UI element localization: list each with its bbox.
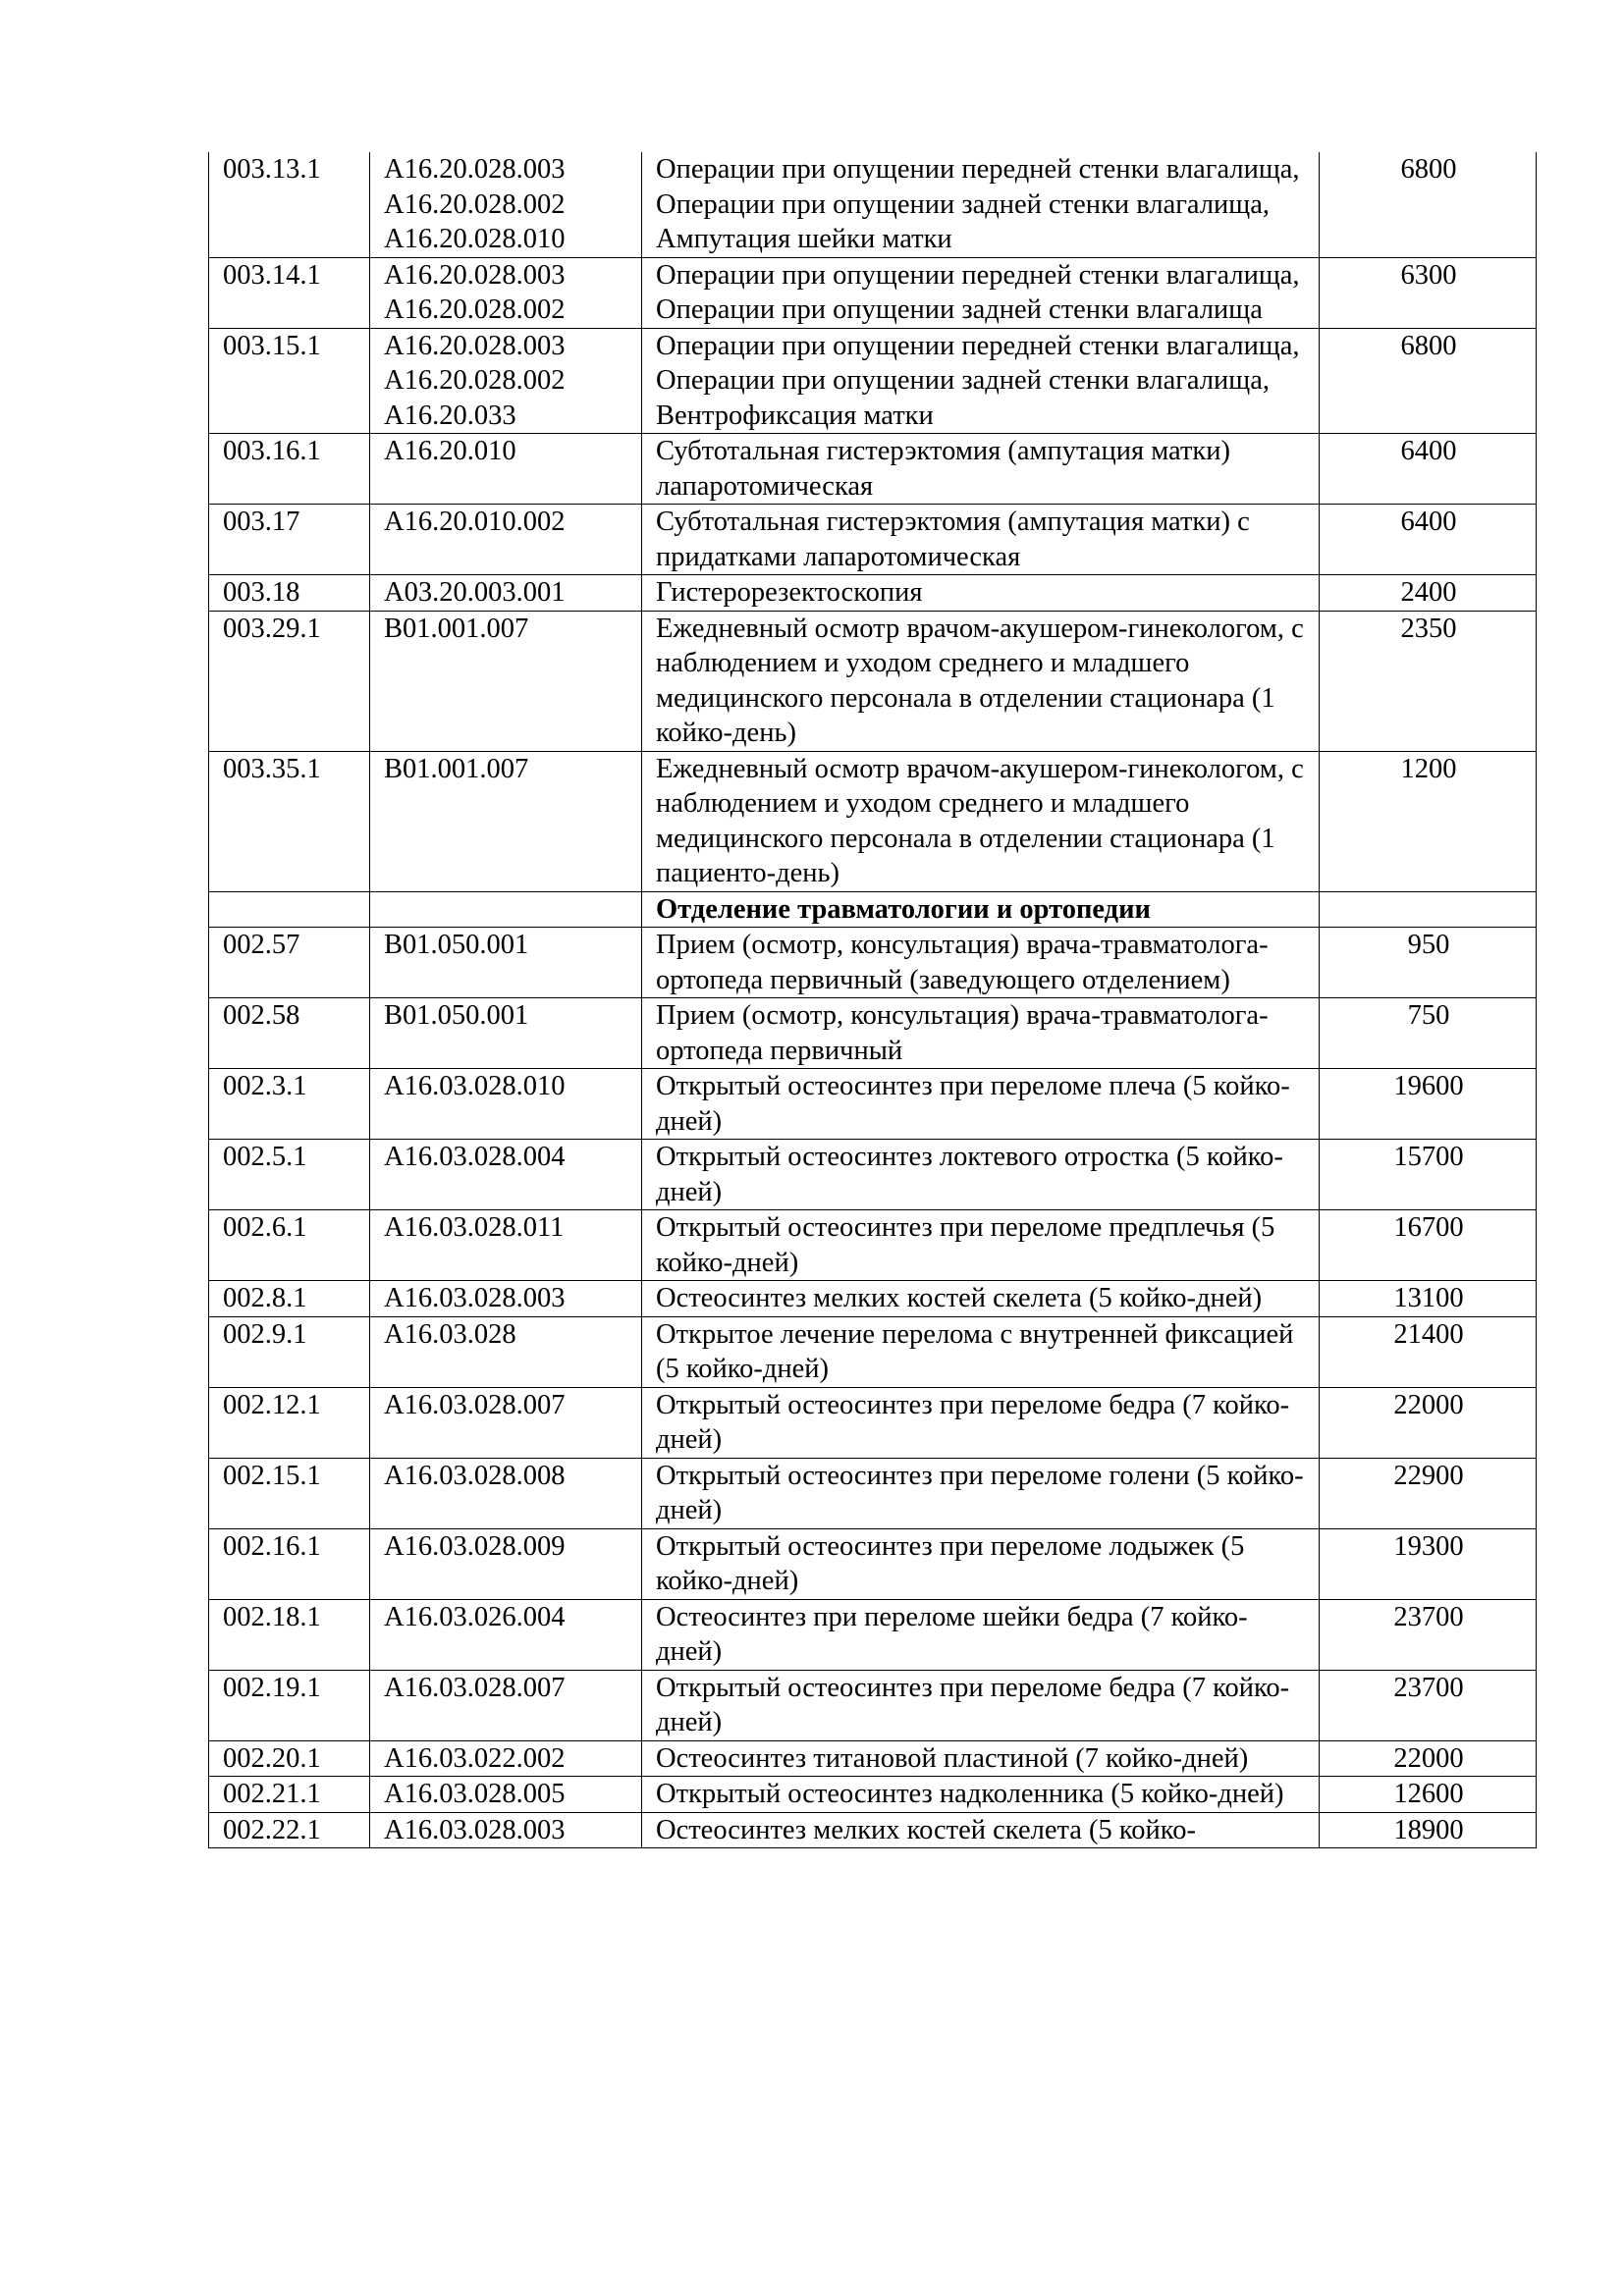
service-name-cell: Открытый остеосинтез надколенника (5 койко-дней) xyxy=(642,1777,1320,1813)
table-row xyxy=(209,575,1537,612)
service-name-cell: Остеосинтез при переломе шейки бедра (7 койко-дней) xyxy=(642,1599,1320,1670)
service-nomenclature-cell: А16.20.028.003 А16.20.028.002 А16.20.028.010 xyxy=(370,152,642,257)
service-name-cell: Открытый остеосинтез при переломе предплечья (5 койко-дней) xyxy=(642,1210,1320,1281)
service-code-cell: 002.22.1 xyxy=(209,1812,370,1848)
price-cell: 18900 xyxy=(1320,1812,1537,1848)
price-cell: 13100 xyxy=(1320,1281,1537,1317)
service-code-cell xyxy=(209,891,370,928)
service-code-cell: 002.18.1 xyxy=(209,1599,370,1670)
service-name-cell: Субтотальная гистерэктомия (ампутация матки) с придатками лапаротомическая xyxy=(642,505,1320,575)
service-nomenclature-cell xyxy=(370,891,642,928)
price-cell: 22000 xyxy=(1320,1740,1537,1777)
service-code-cell: 002.12.1 xyxy=(209,1387,370,1458)
service-name-cell: Открытое лечение перелома с внутренней фиксацией (5 койко-дней) xyxy=(642,1316,1320,1387)
service-nomenclature-cell: А16.03.028.003 xyxy=(370,1281,642,1317)
table-row xyxy=(209,1140,1537,1210)
service-name-cell: Операции при опущении передней стенки влагалища, Операции при опущении задней стенки влагалища, Ампутация шейки матки xyxy=(642,152,1320,257)
service-code-cell: 002.9.1 xyxy=(209,1316,370,1387)
service-code-cell: 003.29.1 xyxy=(209,611,370,751)
table-row xyxy=(209,152,1537,257)
service-nomenclature-cell: А16.03.028.004 xyxy=(370,1140,642,1210)
price-cell: 19600 xyxy=(1320,1069,1537,1140)
service-name-cell: Открытый остеосинтез локтевого отростка (5 койко-дней) xyxy=(642,1140,1320,1210)
table-row xyxy=(209,1387,1537,1458)
service-name-cell: Субтотальная гистерэктомия (ампутация матки) лапаротомическая xyxy=(642,434,1320,505)
service-code-cell: 003.16.1 xyxy=(209,434,370,505)
table-row xyxy=(209,998,1537,1069)
price-cell: 21400 xyxy=(1320,1316,1537,1387)
service-nomenclature-cell: А16.03.028.007 xyxy=(370,1670,642,1740)
price-cell xyxy=(1320,891,1537,928)
table-row xyxy=(209,1740,1537,1777)
service-code-cell: 002.16.1 xyxy=(209,1528,370,1599)
service-nomenclature-cell: А16.03.028.010 xyxy=(370,1069,642,1140)
service-nomenclature-cell: А16.03.028.005 xyxy=(370,1777,642,1813)
table-row xyxy=(209,1069,1537,1140)
service-nomenclature-cell: А16.20.010.002 xyxy=(370,505,642,575)
service-nomenclature-cell: В01.050.001 xyxy=(370,928,642,998)
service-name-cell: Операции при опущении передней стенки влагалища, Операции при опущении задней стенки влагалища xyxy=(642,257,1320,328)
service-nomenclature-cell: А16.20.010 xyxy=(370,434,642,505)
service-name-cell: Остеосинтез титановой пластиной (7 койко-дней) xyxy=(642,1740,1320,1777)
service-name-cell: Ежедневный осмотр врачом-акушером-гинекологом, с наблюдением и уходом среднего и младшего медицинского персонала в отделении стационара (1 пациенто-день) xyxy=(642,751,1320,891)
table-row xyxy=(209,611,1537,751)
service-code-cell: 002.8.1 xyxy=(209,1281,370,1317)
section-header-row xyxy=(209,891,1537,928)
table-row xyxy=(209,505,1537,575)
service-nomenclature-cell: А16.03.028.009 xyxy=(370,1528,642,1599)
table-row xyxy=(209,1528,1537,1599)
service-name-cell: Остеосинтез мелких костей скелета (5 койко-дней) xyxy=(642,1281,1320,1317)
service-code-cell: 002.58 xyxy=(209,998,370,1069)
price-cell: 6400 xyxy=(1320,434,1537,505)
service-name-cell: Гистерорезектоскопия xyxy=(642,575,1320,612)
service-nomenclature-cell: В01.050.001 xyxy=(370,998,642,1069)
service-code-cell: 003.35.1 xyxy=(209,751,370,891)
service-code-cell: 002.57 xyxy=(209,928,370,998)
service-code-cell: 003.15.1 xyxy=(209,328,370,434)
service-nomenclature-cell: А16.03.028.003 xyxy=(370,1812,642,1848)
price-cell: 1200 xyxy=(1320,751,1537,891)
service-nomenclature-cell: А16.03.028.007 xyxy=(370,1387,642,1458)
service-code-cell: 002.19.1 xyxy=(209,1670,370,1740)
price-cell: 19300 xyxy=(1320,1528,1537,1599)
table-row xyxy=(209,1458,1537,1528)
price-cell: 6800 xyxy=(1320,152,1537,257)
service-nomenclature-cell: А16.03.026.004 xyxy=(370,1599,642,1670)
price-cell: 22000 xyxy=(1320,1387,1537,1458)
service-code-cell: 002.3.1 xyxy=(209,1069,370,1140)
service-name-cell: Ежедневный осмотр врачом-акушером-гинекологом, с наблюдением и уходом среднего и младшего медицинского персонала в отделении стационара (1 койко-день) xyxy=(642,611,1320,751)
service-nomenclature-cell: А16.03.022.002 xyxy=(370,1740,642,1777)
service-name-cell: Открытый остеосинтез при переломе бедра (7 койко-дней) xyxy=(642,1670,1320,1740)
service-nomenclature-cell: В01.001.007 xyxy=(370,611,642,751)
table-row xyxy=(209,1670,1537,1740)
document-page xyxy=(208,152,1536,1848)
service-nomenclature-cell: А16.03.028.008 xyxy=(370,1458,642,1528)
service-code-cell: 003.18 xyxy=(209,575,370,612)
price-cell: 23700 xyxy=(1320,1670,1537,1740)
service-code-cell: 002.20.1 xyxy=(209,1740,370,1777)
price-cell: 2400 xyxy=(1320,575,1537,612)
service-nomenclature-cell: А16.03.028 xyxy=(370,1316,642,1387)
service-code-cell: 002.5.1 xyxy=(209,1140,370,1210)
price-cell: 12600 xyxy=(1320,1777,1537,1813)
table-row xyxy=(209,257,1537,328)
price-cell: 16700 xyxy=(1320,1210,1537,1281)
price-cell: 6400 xyxy=(1320,505,1537,575)
service-code-cell: 002.6.1 xyxy=(209,1210,370,1281)
service-nomenclature-cell: В01.001.007 xyxy=(370,751,642,891)
service-nomenclature-cell: А16.20.028.003 А16.20.028.002 А16.20.033 xyxy=(370,328,642,434)
table-row xyxy=(209,1777,1537,1813)
price-cell: 6800 xyxy=(1320,328,1537,434)
price-list-body xyxy=(209,152,1537,1848)
service-name-cell: Открытый остеосинтез при переломе голени (5 койко-дней) xyxy=(642,1458,1320,1528)
service-name-cell: Операции при опущении передней стенки влагалища, Операции при опущении задней стенки влагалища, Вентрофиксация матки xyxy=(642,328,1320,434)
table-row xyxy=(209,751,1537,891)
service-name-cell: Остеосинтез мелких костей скелета (5 койко- xyxy=(642,1812,1320,1848)
table-row xyxy=(209,1281,1537,1317)
price-cell: 2350 xyxy=(1320,611,1537,751)
price-cell: 15700 xyxy=(1320,1140,1537,1210)
service-name-cell: Открытый остеосинтез при переломе лодыжек (5 койко-дней) xyxy=(642,1528,1320,1599)
service-name-cell: Открытый остеосинтез при переломе бедра (7 койко-дней) xyxy=(642,1387,1320,1458)
service-code-cell: 003.13.1 xyxy=(209,152,370,257)
service-code-cell: 002.21.1 xyxy=(209,1777,370,1813)
table-row xyxy=(209,1316,1537,1387)
table-row xyxy=(209,1210,1537,1281)
price-list-table xyxy=(208,152,1537,1848)
service-nomenclature-cell: А16.20.028.003 А16.20.028.002 xyxy=(370,257,642,328)
price-cell: 750 xyxy=(1320,998,1537,1069)
service-nomenclature-cell: А03.20.003.001 xyxy=(370,575,642,612)
table-row xyxy=(209,434,1537,505)
section-title-cell: Отделение травматологии и ортопедии xyxy=(642,891,1320,928)
service-name-cell: Прием (осмотр, консультация) врача-травматолога-ортопеда первичный xyxy=(642,998,1320,1069)
table-row xyxy=(209,1599,1537,1670)
table-row xyxy=(209,928,1537,998)
table-row xyxy=(209,1812,1537,1848)
price-cell: 6300 xyxy=(1320,257,1537,328)
service-code-cell: 003.14.1 xyxy=(209,257,370,328)
price-cell: 23700 xyxy=(1320,1599,1537,1670)
service-nomenclature-cell: А16.03.028.011 xyxy=(370,1210,642,1281)
price-cell: 22900 xyxy=(1320,1458,1537,1528)
service-code-cell: 003.17 xyxy=(209,505,370,575)
service-name-cell: Открытый остеосинтез при переломе плеча (5 койко-дней) xyxy=(642,1069,1320,1140)
price-cell: 950 xyxy=(1320,928,1537,998)
service-name-cell: Прием (осмотр, консультация) врача-травматолога-ортопеда первичный (заведующего отделением) xyxy=(642,928,1320,998)
table-row xyxy=(209,328,1537,434)
service-code-cell: 002.15.1 xyxy=(209,1458,370,1528)
